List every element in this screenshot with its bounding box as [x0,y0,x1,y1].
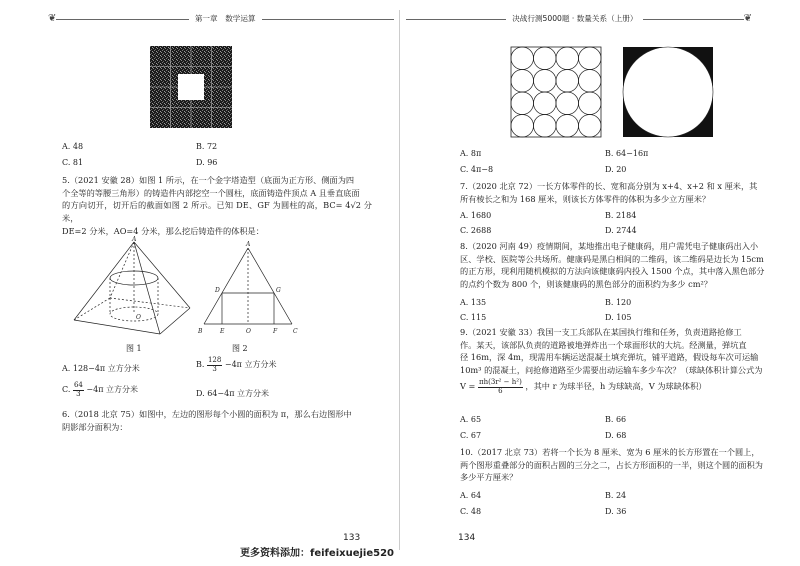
question-5: 5.（2021 安徽 28）如图 1 所示，在一个金字塔造型（底面为正方形、侧面为四 个全等的等腰三角形）的铸造件内部挖空一个圆柱，底面铸造件顶点 A 且垂直底面 的方向切开，切开后的截面如图 2 所示。已知 DE、GF 为圆柱的高，BC= 4√2 分米， DE=2 分米，AO=4 分米，那么挖后铸造件的体积是： [62,175,372,236]
q5-option-a[interactable]: A. 128−4π 立方分米 [62,364,140,373]
page-number-right: 134 [458,533,476,543]
q8-option-b[interactable]: B. 120 [605,298,632,307]
question-9: 9.（2021 安徽 33）我国一支工兵部队在某国执行维和任务，负责道路抢修工 作。某天，该部队负责的道路被地弹炸出一个球面形状的大坑。经测量，弹坑直 径 16m，深 4m，现需用车辆运送混凝土填充弹坑，铺平道路，假设每车次可运输 10m³ 的混凝土，问抢修道路至少需要出动运输车多少车次？（球缺体积计算公式为 V = $\frac{\text{πh(3r² − h²)}}{6}$ ，其中 r 为球半径，h 为球缺高，V 为球缺体积） [460,327,763,395]
q9-option-b[interactable]: B. 66 [605,415,627,424]
q10-option-c[interactable]: C. 48 [460,507,482,516]
fig2-label-d: D [215,287,220,294]
figure-2-caption: 图 2 [232,344,248,353]
q6-option-b[interactable]: B. 64−16π [605,149,649,158]
fig1-label-o: O [136,314,141,321]
fig2-label-c: C [293,328,298,335]
fig2-label-e: E [220,328,225,335]
right-page [400,0,800,566]
book-title: 决战行测5000题 · 数量关系（上册） [512,14,638,24]
q5-option-d[interactable]: D. 64−4π 立方分米 [196,389,269,398]
fig2-label-o: O [246,328,251,335]
q10-option-b[interactable]: B. 24 [605,491,627,500]
fig2-label-b: B [198,328,203,335]
fig2-label-g: G [276,287,281,294]
question-7: 7.（2020 北京 72）一长方体零件的长、宽和高分别为 x+4、x+2 和 x 厘米，其 所有棱长之和为 168 厘米，则该长方体零件的体积为多少立方厘米？ [460,181,758,204]
q10-option-a[interactable]: A. 64 [460,491,482,500]
q8-option-a[interactable]: A. 135 [460,298,487,307]
q7-option-d[interactable]: D. 2744 [605,226,637,235]
left-header [48,12,394,26]
question-8: 8.（2020 河南 49）疫情期间，某地推出电子健康码，用户需凭电子健康码出入小 区、学校、医院等公共场所。健康码是黑白相间的二维码，该二维码是边长为 15cm 的正方形，现利用随机模拟的方法向该健康码内投入 1500 个点，其中落入黑色部分 的点约个数为 800 个，则该健康码的黑色部分的面积约为多少 cm²？ [460,241,765,290]
ornament-icon: ❦ [48,13,57,25]
q8-option-d[interactable]: D. 105 [605,313,632,322]
ornament-icon: ❦ [743,13,752,25]
figure-1-caption: 图 1 [126,344,142,353]
right-header [406,12,752,26]
q9-option-a[interactable]: A. 65 [460,415,482,424]
question-6: 6.（2018 北京 75）如图中，左边的图形每个小圆的面积为 π，那么右边图形中 阴影部分面积为： [62,409,352,432]
prev-q-option-b[interactable]: B. 72 [196,142,218,151]
q7-option-b[interactable]: B. 2184 [605,211,637,220]
fig1-label-a: A [132,236,137,243]
fig2-label-a: A [246,241,251,248]
q8-option-c[interactable]: C. 115 [460,313,487,322]
q7-option-a[interactable]: A. 1680 [460,211,492,220]
inscribed-circle-figure [622,46,714,138]
question-10: 10.（2017 北京 73）若将一个长为 8 厘米、宽为 6 厘米的长方形置在一个圆上， 两个图形重叠部分的面积占圆的三分之二，占长方形面积的一半，则这个圆的面积为 多少平方厘米？ [460,447,763,483]
fig2-label-f: F [273,328,278,335]
q6-option-c[interactable]: C. 4π−8 [460,165,494,174]
chapter-title: 第一章 数学运算 [194,14,256,24]
prev-q-option-c[interactable]: C. 81 [62,158,84,167]
noise-square-figure [150,46,232,128]
footer-contact: 更多资料添加：feifeixuejie520 [240,548,394,559]
circles-grid-figure [510,46,602,138]
q10-option-d[interactable]: D. 36 [605,507,627,516]
triangle-section-figure [196,240,300,336]
q5-option-b[interactable]: B. $\frac{128}{3}$ −4π 立方分米 [196,356,277,373]
q9-option-c[interactable]: C. 67 [460,431,482,440]
q9-option-d[interactable]: D. 68 [605,431,627,440]
pyramid-figure [66,236,196,342]
q6-option-a[interactable]: A. 8π [460,149,482,158]
q7-option-c[interactable]: C. 2688 [460,226,492,235]
page-number-left: 133 [343,533,361,543]
q6-option-d[interactable]: D. 20 [605,165,627,174]
prev-q-option-a[interactable]: A. 48 [62,142,84,151]
q5-option-c[interactable]: C. $\frac{64}{3}$ −4π 立方分米 [62,381,138,398]
prev-q-option-d[interactable]: D. 96 [196,158,218,167]
